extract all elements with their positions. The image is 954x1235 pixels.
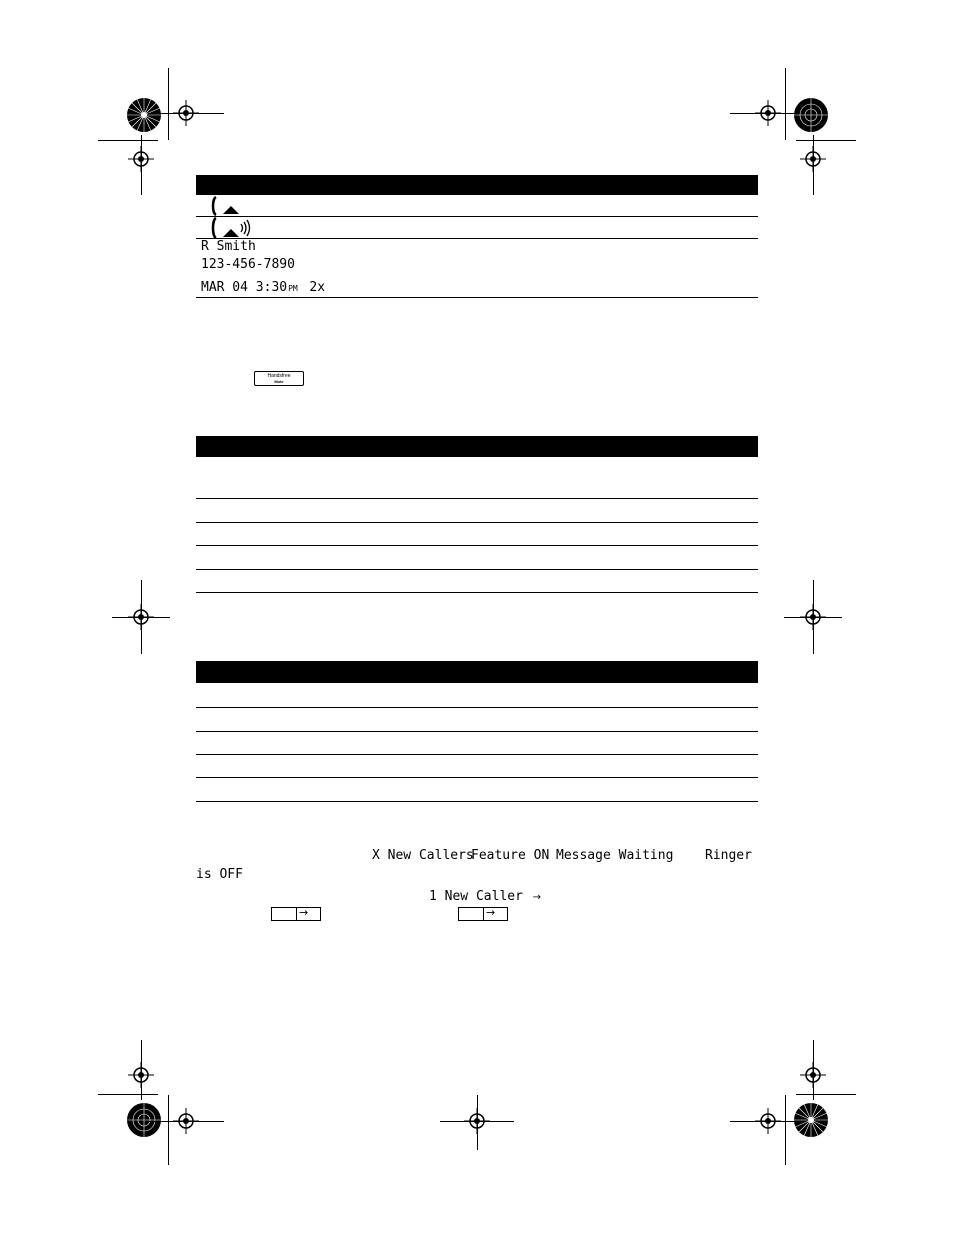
- table3-header-bar: [196, 661, 758, 683]
- table2-row-divider: [196, 498, 758, 499]
- table3-row-divider: [196, 754, 758, 755]
- table2-header-bar: [196, 436, 758, 457]
- caller-number-display: 123-456-7890: [201, 257, 295, 272]
- starburst-target-icon: [126, 1102, 162, 1138]
- table2-bottom-rule: [196, 592, 758, 593]
- table2-row-divider: [196, 569, 758, 570]
- arrow-right-icon: →: [532, 892, 541, 903]
- starburst-target-icon: [793, 97, 829, 133]
- ringer-message-part2: is OFF: [196, 867, 243, 882]
- table1-bottom-rule: [196, 297, 758, 298]
- right-arrow-key[interactable]: [271, 907, 321, 921]
- handsfree-mute-button[interactable]: [254, 371, 304, 386]
- arrow-right-icon: →: [299, 906, 309, 919]
- table1-header-bar: [196, 175, 758, 195]
- feature-on-message: Feature ON: [471, 848, 550, 863]
- ringer-message-part1: Ringer: [705, 848, 752, 863]
- caller-date-time: MAR 04 3:30: [201, 280, 288, 295]
- table2-row-divider: [196, 522, 758, 523]
- table3-row-divider: [196, 777, 758, 778]
- table3-bottom-rule: [196, 801, 758, 802]
- table3-row-divider: [196, 707, 758, 708]
- caller-am-pm: PM: [288, 284, 298, 293]
- mute-label: Mute: [274, 379, 284, 384]
- caller-date-time-row: [201, 276, 325, 296]
- table3-row-divider: [196, 731, 758, 732]
- handsfree-label: Handsfree: [267, 373, 291, 379]
- one-new-caller-message: 1 New Caller: [429, 889, 523, 904]
- starburst-target-icon: [126, 97, 162, 133]
- table1-row-divider: [196, 238, 758, 239]
- caller-name-display: R Smith: [201, 239, 256, 254]
- phone-ringing-icon: [209, 217, 251, 239]
- new-callers-message: X New Callers: [372, 848, 474, 863]
- one-new-caller-row: [429, 885, 541, 905]
- phone-off-hook-icon: [209, 196, 243, 216]
- right-arrow-key[interactable]: [458, 907, 508, 921]
- arrow-right-icon: →: [486, 906, 496, 919]
- table2-row-divider: [196, 545, 758, 546]
- call-repeat-count: 2x: [309, 280, 326, 295]
- starburst-target-icon: [793, 1102, 829, 1138]
- message-waiting-message: Message Waiting: [556, 848, 674, 863]
- table1-row-divider: [196, 216, 758, 217]
